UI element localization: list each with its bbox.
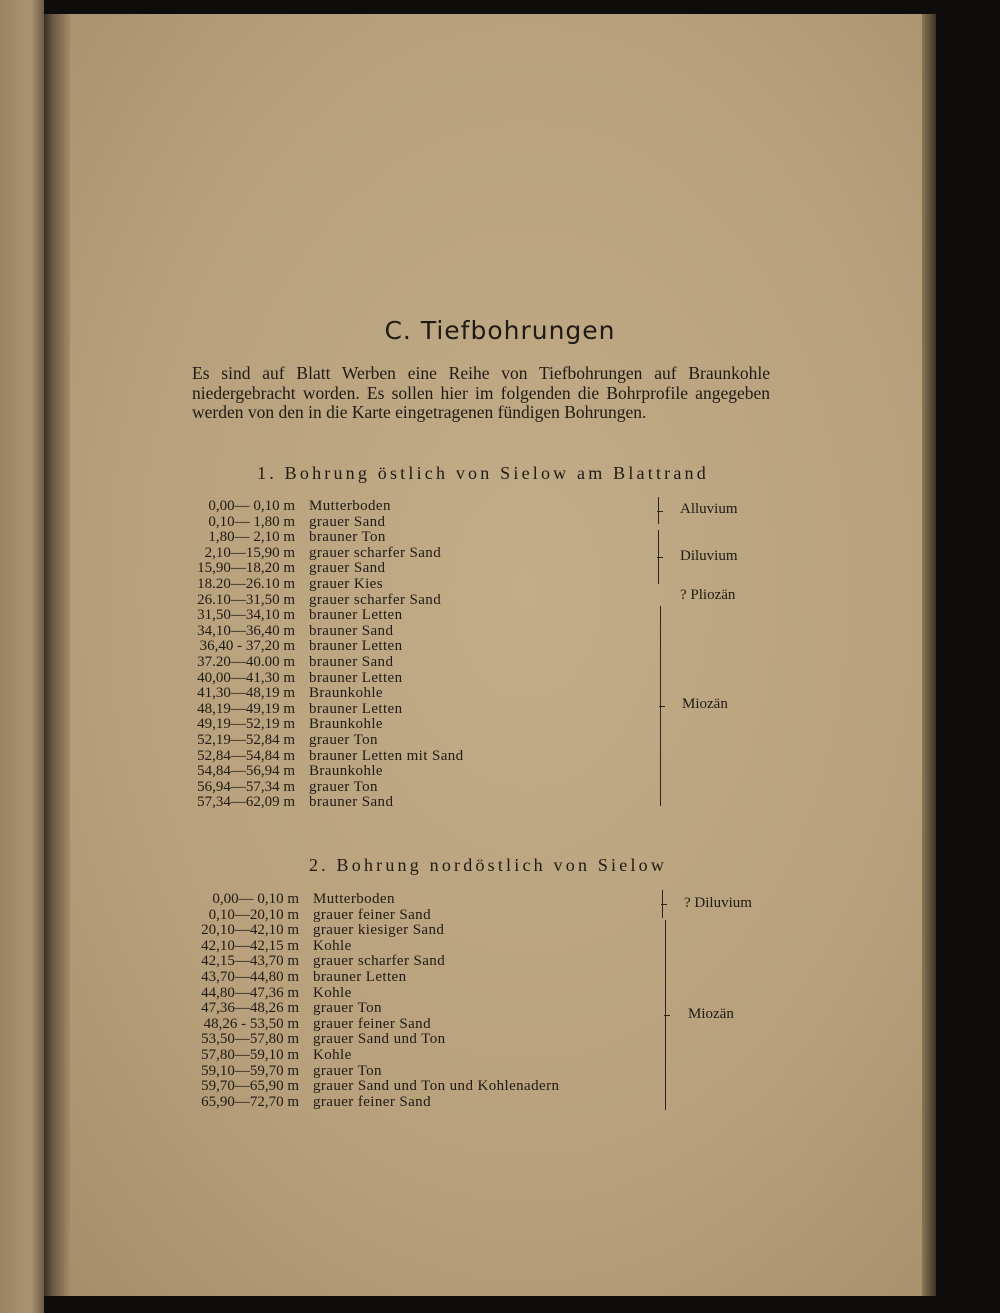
layer-depth: 1,80— 2,10 m bbox=[208, 529, 295, 546]
borehole-1-brace-alluvium bbox=[658, 497, 665, 524]
layer-lithology: brauner Letten bbox=[309, 638, 403, 655]
layer-depth: 15,90—18,20 m bbox=[197, 560, 295, 577]
layer-row bbox=[150, 1094, 610, 1110]
layer-lithology: grauer feiner Sand bbox=[313, 906, 431, 923]
layer-row bbox=[150, 498, 480, 514]
layer-depth: 48,19—49,19 m bbox=[197, 700, 295, 717]
layer-row bbox=[150, 938, 610, 954]
borehole-2-brace-diluvium bbox=[662, 890, 669, 918]
layer-lithology: brauner Sand bbox=[309, 794, 394, 811]
layer-lithology: brauner Sand bbox=[309, 622, 394, 639]
layer-depth: 57,80—59,10 m bbox=[201, 1047, 299, 1063]
page-right-edge bbox=[922, 14, 936, 1296]
layer-lithology: grauer feiner Sand bbox=[313, 1093, 431, 1110]
layer-row bbox=[150, 592, 480, 608]
borehole-2-profile bbox=[150, 891, 610, 1115]
layer-row bbox=[150, 1031, 610, 1047]
layer-lithology: Kohle bbox=[313, 937, 352, 954]
layer-depth: 20,10—42,10 m bbox=[201, 922, 299, 939]
layer-depth: 42,10—42,15 m bbox=[201, 937, 299, 954]
layer-lithology: brauner Letten bbox=[309, 669, 403, 686]
layer-row bbox=[150, 654, 480, 670]
layer-depth: 44,80—47,36 m bbox=[201, 984, 299, 1001]
layer-row bbox=[150, 748, 480, 764]
layer-row bbox=[150, 732, 480, 748]
layer-lithology: grauer scharfer Sand bbox=[313, 953, 446, 970]
borehole-1-brace-diluvium bbox=[658, 530, 665, 584]
layer-row bbox=[150, 514, 480, 530]
borehole-1-strat-diluvium: Diluvium bbox=[680, 548, 738, 564]
layer-depth: 52,19—52,84 m bbox=[197, 732, 295, 748]
borehole-1-strat-pliozaen: ? Pliozän bbox=[680, 587, 736, 603]
layer-row bbox=[150, 1016, 610, 1032]
layer-depth: 48,26 - 53,50 m bbox=[203, 1015, 299, 1032]
layer-lithology: Mutterboden bbox=[309, 498, 391, 514]
layer-row bbox=[150, 763, 480, 779]
layer-row bbox=[150, 545, 480, 561]
layer-depth: 59,70—65,90 m bbox=[201, 1078, 299, 1095]
layer-depth: 31,50—34,10 m bbox=[197, 607, 295, 624]
layer-lithology: grauer feiner Sand bbox=[313, 1015, 431, 1032]
layer-depth: 26.10—31,50 m bbox=[197, 591, 295, 608]
layer-row bbox=[150, 1000, 610, 1016]
borehole-1-brace-miozaen bbox=[660, 606, 667, 806]
layer-row bbox=[150, 1063, 610, 1079]
layer-row bbox=[150, 891, 610, 907]
layer-depth: 0,00— 0,10 m bbox=[212, 891, 299, 907]
layer-lithology: brauner Letten bbox=[313, 969, 407, 985]
layer-lithology: brauner Ton bbox=[309, 529, 386, 546]
layer-lithology: Mutterboden bbox=[313, 891, 395, 907]
layer-lithology: grauer Sand bbox=[309, 560, 386, 577]
layer-depth: 53,50—57,80 m bbox=[201, 1031, 299, 1048]
layer-lithology: Braunkohle bbox=[309, 716, 383, 733]
layer-depth: 37.20—40.00 m bbox=[197, 654, 295, 670]
layer-row bbox=[150, 638, 480, 654]
section-title: C. Tiefbohrungen bbox=[384, 316, 616, 345]
layer-lithology: grauer Ton bbox=[309, 732, 378, 748]
borehole-2-heading: 2. Bohrung nordöstlich von Sielow bbox=[308, 855, 668, 875]
layer-depth: 59,10—59,70 m bbox=[201, 1062, 299, 1079]
layer-row bbox=[150, 779, 480, 795]
layer-row bbox=[150, 623, 480, 639]
layer-lithology: grauer Sand und Ton bbox=[313, 1031, 446, 1048]
page-gutter-shadow bbox=[44, 14, 70, 1296]
layer-row bbox=[150, 1078, 610, 1094]
layer-lithology: grauer Ton bbox=[313, 1062, 382, 1079]
layer-row bbox=[150, 607, 480, 623]
layer-depth: 34,10—36,40 m bbox=[197, 622, 295, 639]
layer-lithology: grauer Kies bbox=[309, 576, 383, 592]
layer-row bbox=[150, 794, 480, 810]
layer-depth: 65,90—72,70 m bbox=[201, 1093, 299, 1110]
intro-paragraph: Es sind auf Blatt Werben eine Reihe von Tiefbohrungen auf Braunkohle niedergebracht worden. Es sollen hier im folgenden die Bohrprofile angegeben werden von den in die Karte eingetragenen fündigen Bohrungen. bbox=[192, 363, 770, 422]
layer-row bbox=[150, 969, 610, 985]
layer-row bbox=[150, 1047, 610, 1063]
layer-row bbox=[150, 529, 480, 545]
layer-lithology: grauer Ton bbox=[313, 1000, 382, 1017]
layer-depth: 47,36—48,26 m bbox=[201, 1000, 299, 1017]
layer-lithology: Braunkohle bbox=[309, 685, 383, 702]
layer-row bbox=[150, 685, 480, 701]
layer-depth: 0,10— 1,80 m bbox=[208, 513, 295, 530]
borehole-1-profile bbox=[150, 498, 480, 818]
borehole-2-brace-miozaen bbox=[665, 920, 672, 1110]
layer-depth: 43,70—44,80 m bbox=[201, 969, 299, 985]
layer-depth: 40,00—41,30 m bbox=[197, 669, 295, 686]
layer-depth: 18.20—26.10 m bbox=[197, 576, 295, 592]
borehole-1-heading: 1. Bohrung östlich von Sielow am Blattrand bbox=[257, 463, 709, 483]
layer-row bbox=[150, 560, 480, 576]
layer-depth: 0,10—20,10 m bbox=[208, 906, 299, 923]
layer-depth: 49,19—52,19 m bbox=[197, 716, 295, 733]
layer-row bbox=[150, 985, 610, 1001]
layer-row bbox=[150, 922, 610, 938]
layer-depth: 2,10—15,90 m bbox=[204, 544, 295, 561]
layer-depth: 0,00— 0,10 m bbox=[208, 498, 295, 514]
layer-row bbox=[150, 716, 480, 732]
borehole-2-strat-miozaen: Miozän bbox=[688, 1006, 734, 1022]
layer-depth: 41,30—48,19 m bbox=[197, 685, 295, 702]
layer-lithology: grauer scharfer Sand bbox=[309, 544, 442, 561]
layer-row bbox=[150, 701, 480, 717]
layer-lithology: grauer Ton bbox=[309, 778, 378, 795]
layer-depth: 52,84—54,84 m bbox=[197, 747, 295, 764]
previous-page-edge bbox=[0, 0, 44, 1313]
layer-lithology: Kohle bbox=[313, 984, 352, 1001]
layer-row bbox=[150, 670, 480, 686]
layer-lithology: Kohle bbox=[313, 1047, 352, 1063]
layer-depth: 56,94—57,34 m bbox=[197, 778, 295, 795]
layer-depth: 42,15—43,70 m bbox=[201, 953, 299, 970]
layer-lithology: Braunkohle bbox=[309, 763, 383, 780]
layer-row bbox=[150, 576, 480, 592]
layer-lithology: grauer scharfer Sand bbox=[309, 591, 442, 608]
layer-lithology: brauner Letten mit Sand bbox=[309, 747, 464, 764]
layer-lithology: brauner Letten bbox=[309, 607, 403, 624]
layer-lithology: brauner Sand bbox=[309, 654, 394, 670]
layer-depth: 57,34—62,09 m bbox=[197, 794, 295, 811]
layer-depth: 54,84—56,94 m bbox=[197, 763, 295, 780]
layer-lithology: grauer Sand bbox=[309, 513, 386, 530]
borehole-1-strat-alluvium: Alluvium bbox=[680, 501, 738, 517]
borehole-1-strat-miozaen: Miozän bbox=[682, 696, 728, 712]
layer-row bbox=[150, 953, 610, 969]
layer-lithology: grauer Sand und Ton und Kohlenadern bbox=[313, 1078, 560, 1095]
layer-row bbox=[150, 907, 610, 923]
layer-lithology: brauner Letten bbox=[309, 700, 403, 717]
borehole-2-strat-diluvium: ? Diluvium bbox=[684, 895, 752, 911]
layer-depth: 36,40 - 37,20 m bbox=[199, 638, 295, 655]
layer-lithology: grauer kiesiger Sand bbox=[313, 922, 445, 939]
